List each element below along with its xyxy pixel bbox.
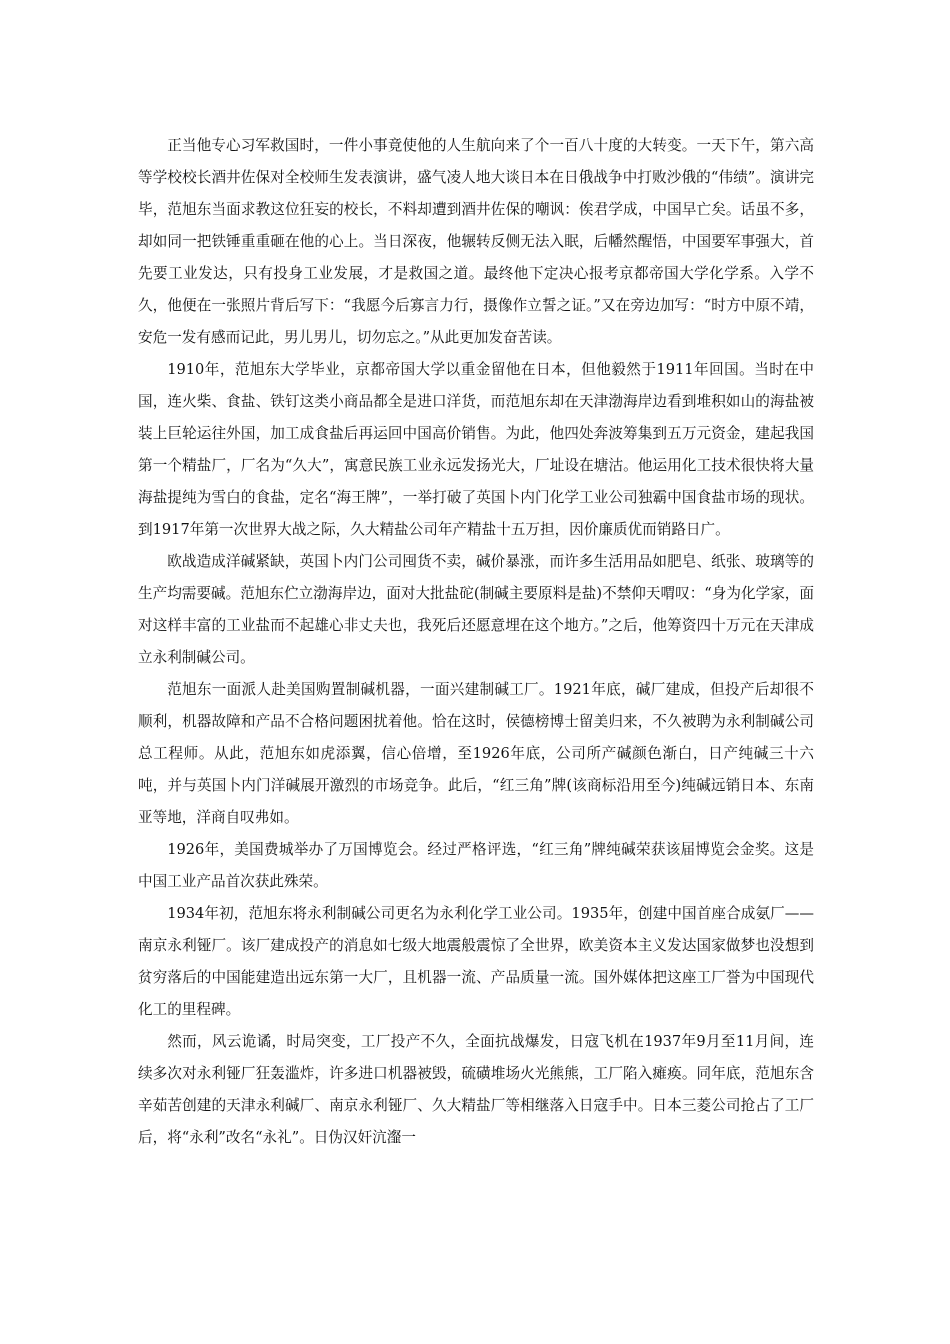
paragraph-4: 范旭东一面派人赴美国购置制碱机器，一面兴建制碱工厂。1921年底，碱厂建成，但投产后却很不顺利，机器故障和产品不合格问题困扰着他。恰在这时，侯德榜博士留美归来，不久被聘为永利制碱公司总工程师。从此，范旭东如虎添翼，信心倍增，至1926年底，公司所产碱颜色渐白，日产纯碱三十六吨，并与英国卜内门洋碱展开激烈的市场竞争。此后，“红三角”牌(该商标沿用至今)纯碱远销日本、东南亚等地，洋商自叹弗如。 <box>138 681 814 826</box>
paragraph-2: 1910年，范旭东大学毕业，京都帝国大学以重金留他在日本，但他毅然于1911年回国。当时在中国，连火柴、食盐、铁钉这类小商品都全是进口洋货，而范旭东却在天津渤海岸边看到堆积如山的海盐被装上巨轮运往外国，加工成食盐后再运回中国高价销售。为此，他四处奔波筹集到五万元资金，建起我国第一个精盐厂，厂名为“久大”，寓意民族工业永远发扬光大，厂址设在塘沽。他运用化工技术很快将大量海盐提纯为雪白的食盐，定名“海王牌”，一举打破了英国卜内门化学工业公司独霸中国食盐市场的现状。到1917年第一次世界大战之际，久大精盐公司年产精盐十五万担，因价廉质优而销路日广。 <box>138 361 814 538</box>
paragraph-6: 1934年初，范旭东将永利制碱公司更名为永利化学工业公司。1935年，创建中国首座合成氨厂——南京永利铔厂。该厂建成投产的消息如七级大地震般震惊了全世界，欧美资本主义发达国家做梦也没想到贫穷落后的中国能建造出远东第一大厂，且机器一流、产品质量一流。国外媒体把这座工厂誉为中国现代化工的里程碑。 <box>138 905 814 1018</box>
paragraph-1: 正当他专心习军救国时，一件小事竟使他的人生航向来了个一百八十度的大转变。一天下午，第六高等学校校长酒井佐保对全校师生发表演讲，盛气凌人地大谈日本在日俄战争中打败沙俄的“伟绩”。演讲完毕，范旭东当面求教这位狂妄的校长，不料却遭到酒井佐保的嘲讽：俟君学成，中国早亡矣。话虽不多，却如同一把铁锤重重砸在他的心上。当日深夜，他辗转反侧无法入眠，后幡然醒悟，中国要军事强大，首先要工业发达，只有投身工业发展，才是救国之道。最终他下定决心报考京都帝国大学化学系。入学不久，他便在一张照片背后写下：“我愿今后寡言力行，摄像作立誓之证。”又在旁边加写：“时方中原不靖，安危一发有感而记此，男儿男儿，切勿忘之。”从此更加发奋苦读。 <box>138 137 814 346</box>
paragraph-7: 然而，风云诡谲，时局突变，工厂投产不久，全面抗战爆发，日寇飞机在1937年9月至11月间，连续多次对永利铔厂狂轰滥炸，许多进口机器被毁，硫磺堆场火光熊熊，工厂陷入瘫痪。同年底，范旭东含辛茹苦创建的天津永利碱厂、南京永利铔厂、久大精盐厂等相继落入日寇手中。日本三菱公司抢占了工厂后，将“永利”改名“永礼”。日伪汉奸沆瀣一 <box>138 1033 814 1146</box>
paragraph-5: 1926年，美国费城举办了万国博览会。经过严格评选，“红三角”牌纯碱荣获该届博览会金奖。这是中国工业产品首次获此殊荣。 <box>138 841 814 890</box>
document-body <box>138 130 814 1154</box>
paragraph-3: 欧战造成洋碱紧缺，英国卜内门公司囤货不卖，碱价暴涨，而许多生活用品如肥皂、纸张、玻璃等的生产均需要碱。范旭东伫立渤海岸边，面对大批盐砣(制碱主要原料是盐)不禁仰天喟叹：“身为化学家，面对这样丰富的工业盐而不起雄心非丈夫也，我死后还愿意埋在这个地方。”之后，他筹资四十万元在天津成立永利制碱公司。 <box>138 553 814 666</box>
